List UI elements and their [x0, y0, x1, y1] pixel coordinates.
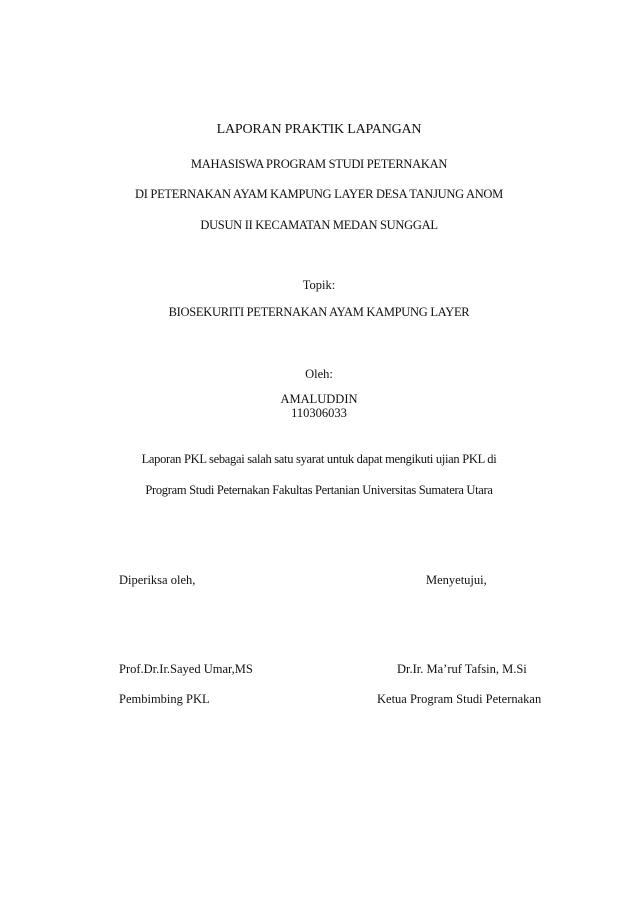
right-signature-heading: Menyetujui,	[426, 573, 487, 587]
right-signatory-name: Dr.Ir. Ma’ruf Tafsin, M.Si	[397, 662, 527, 676]
by-label: Oleh:	[305, 367, 333, 381]
left-signature-heading: Diperiksa oleh,	[119, 573, 196, 587]
left-signatory-role: Pembimbing PKL	[119, 692, 210, 706]
subtitle-line-2: DI PETERNAKAN AYAM KAMPUNG LAYER DESA TANJUNG ANOM	[135, 187, 503, 201]
author-name: AMALUDDIN	[280, 392, 358, 406]
left-signatory-name: Prof.Dr.Ir.Sayed Umar,MS	[119, 662, 253, 676]
right-signatory-role: Ketua Program Studi Peternakan	[377, 692, 542, 706]
topic-text: BIOSEKURITI PETERNAKAN AYAM KAMPUNG LAYER	[168, 305, 470, 319]
subtitle-line-1: MAHASISWA PROGRAM STUDI PETERNAKAN	[190, 157, 448, 171]
document-title: LAPORAN PRAKTIK LAPANGAN	[216, 122, 422, 137]
topic-label: Topik:	[302, 278, 336, 292]
purpose-line-1: Laporan PKL sebagai salah satu syarat untuk dapat mengikuti ujian PKL di	[141, 452, 497, 466]
subtitle-line-3: DUSUN II KECAMATAN MEDAN SUNGGAL	[200, 218, 438, 232]
author-id: 110306033	[291, 406, 347, 420]
purpose-line-2: Program Studi Peternakan Fakultas Pertanian Universitas Sumatera Utara	[145, 483, 493, 497]
